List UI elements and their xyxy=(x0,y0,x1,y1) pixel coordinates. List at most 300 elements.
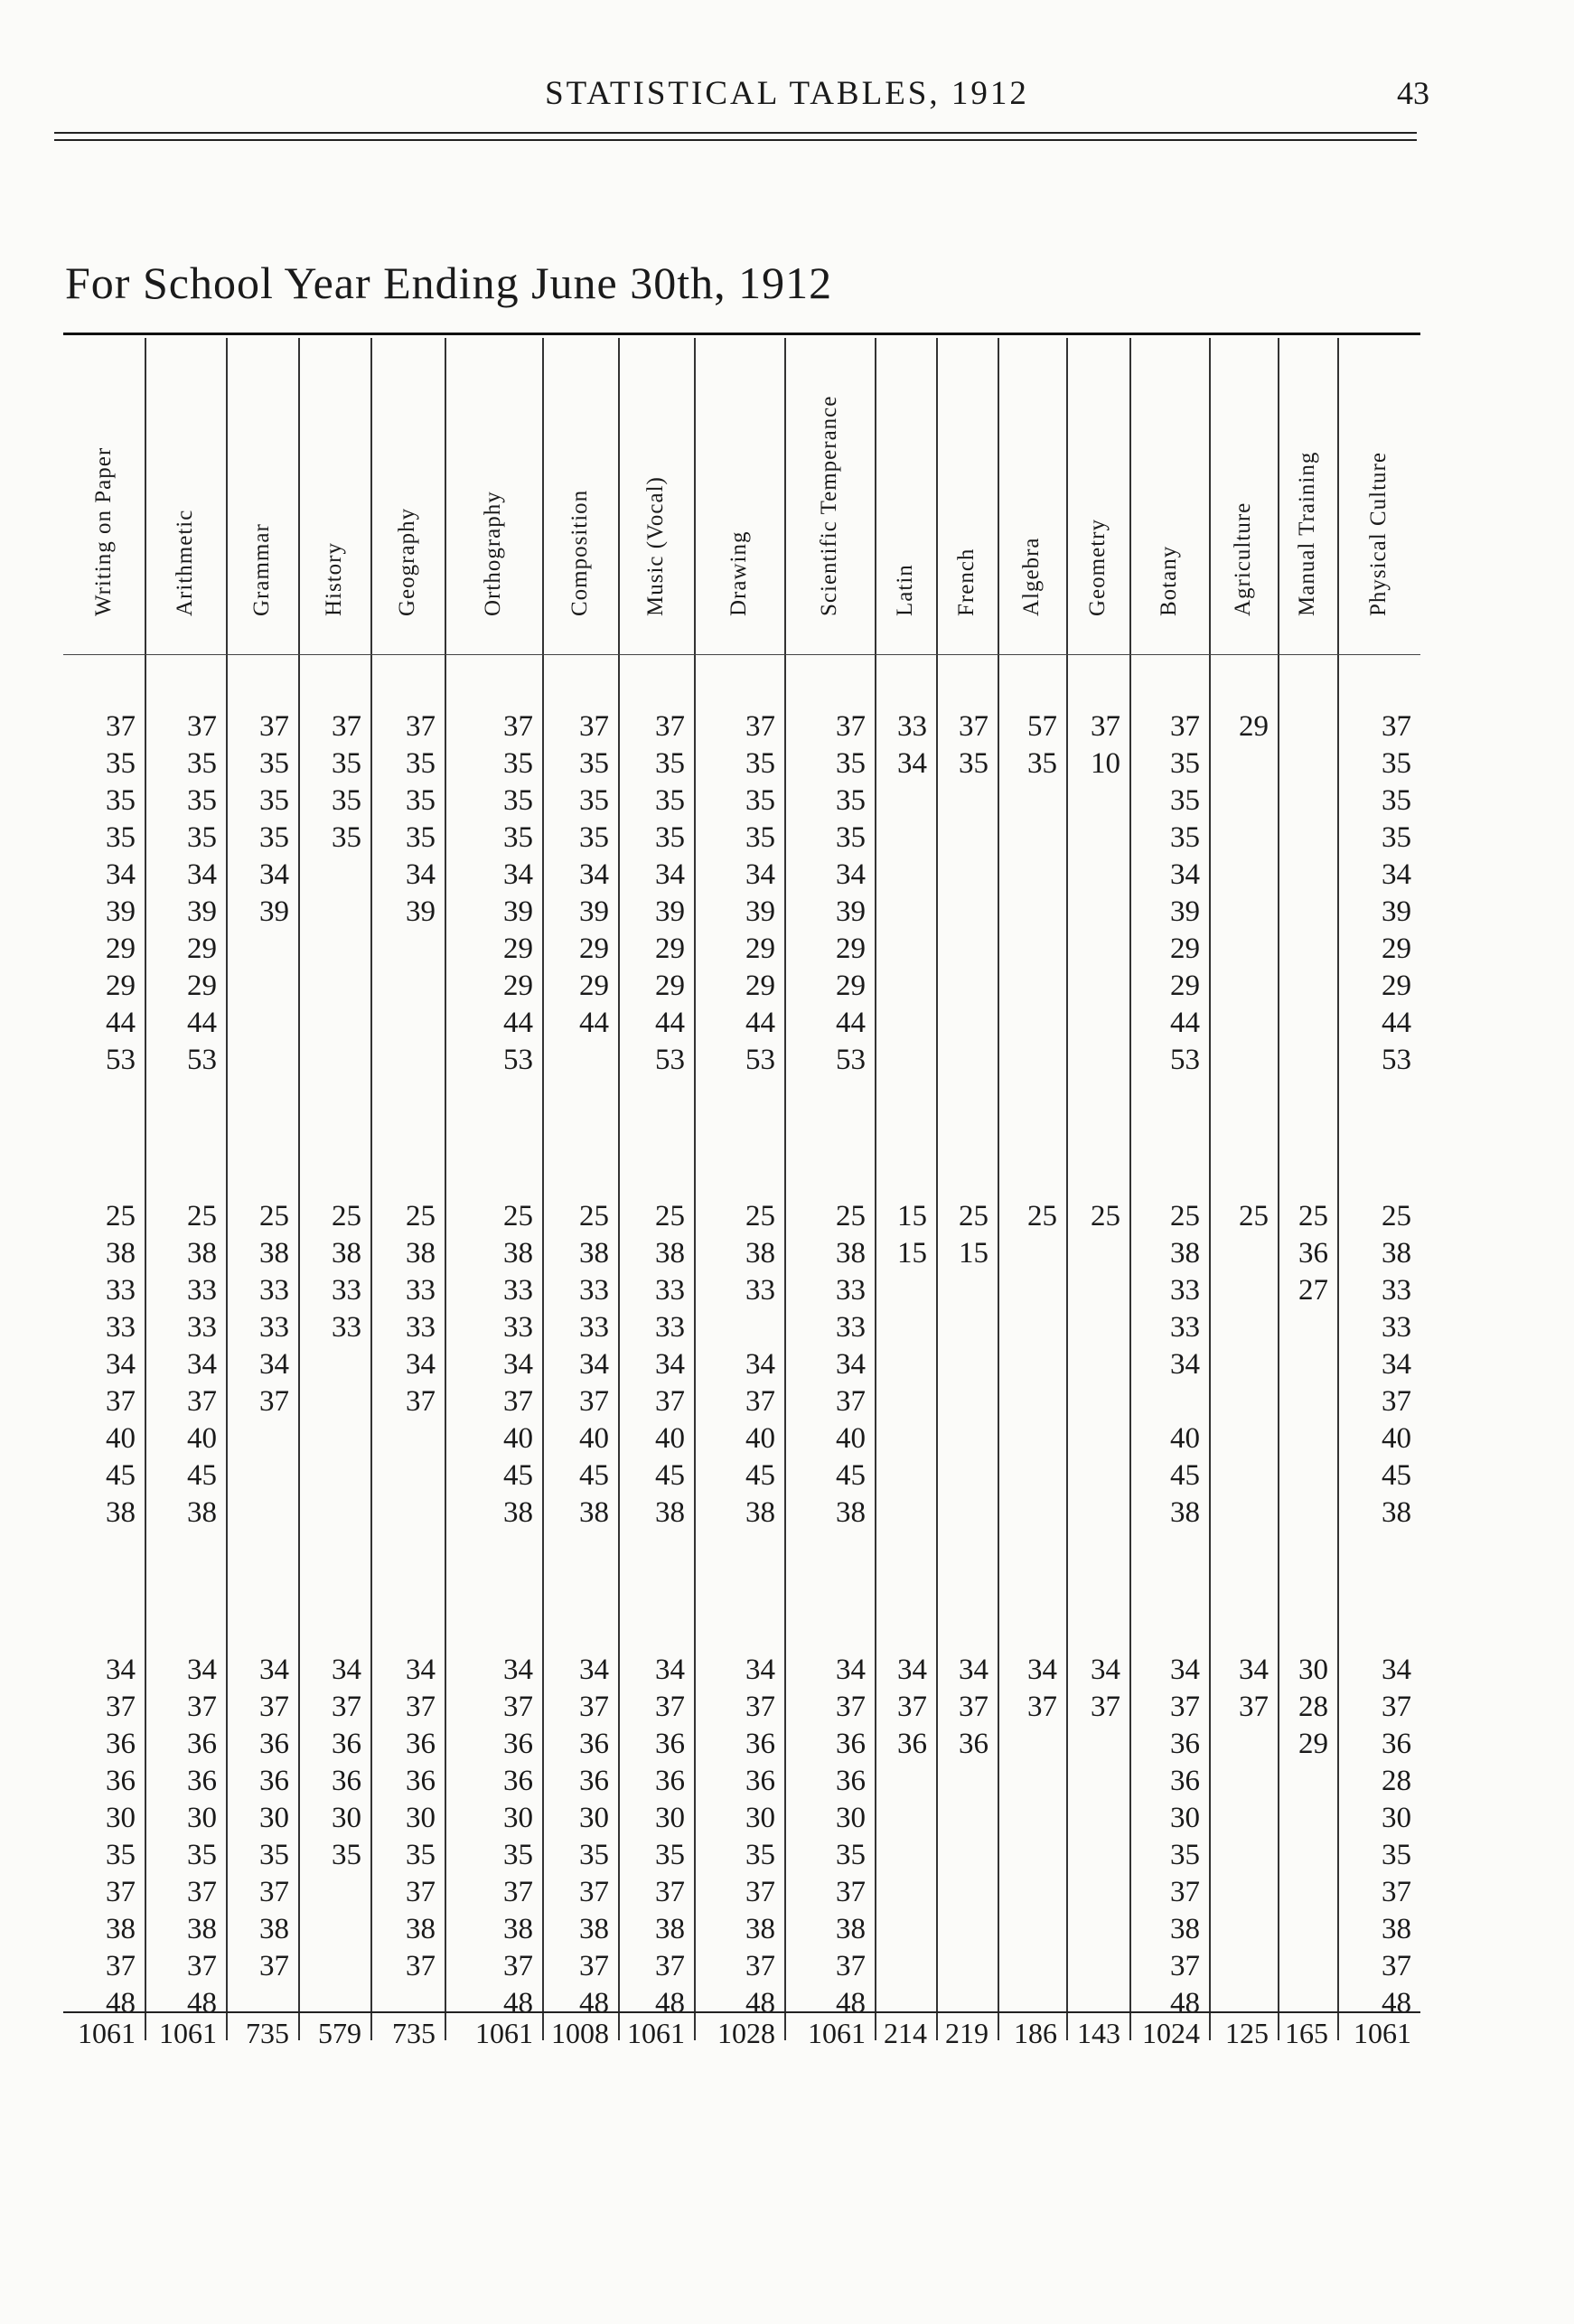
table-cell: 37 xyxy=(655,1385,685,1418)
total-cell: 1061 xyxy=(78,2017,136,2049)
table-cell: 34 xyxy=(836,1348,866,1381)
table-cell: 29 xyxy=(1239,710,1269,743)
table-cell: 34 xyxy=(106,858,136,891)
column-header xyxy=(445,352,542,642)
table-cell: 29 xyxy=(579,932,609,965)
table-cell: 39 xyxy=(259,895,289,928)
table-cell: 39 xyxy=(106,895,136,928)
table-cell: 35 xyxy=(1170,747,1200,780)
table-cell: 35 xyxy=(579,821,609,854)
table-cell: 53 xyxy=(1170,1044,1200,1076)
table-cell: 44 xyxy=(503,1007,533,1039)
running-title: STATISTICAL TABLES, 1912 xyxy=(545,75,1029,112)
table-cell: 34 xyxy=(406,1348,436,1381)
table-cell: 30 xyxy=(503,1802,533,1834)
table-cell: 37 xyxy=(1382,1691,1411,1723)
column-header-label: Grammar xyxy=(249,523,274,616)
table-cell: 33 xyxy=(106,1311,136,1344)
table-cell: 33 xyxy=(187,1311,217,1344)
column-header xyxy=(542,352,618,642)
table-cell: 39 xyxy=(1382,895,1411,928)
table-cell: 29 xyxy=(655,932,685,965)
total-cell: 1061 xyxy=(627,2017,685,2049)
table-cell: 25 xyxy=(655,1200,685,1232)
table-cell: 34 xyxy=(1027,1654,1057,1686)
total-cell: 125 xyxy=(1225,2017,1269,2049)
table-row xyxy=(0,1911,1574,1947)
table-cell: 37 xyxy=(1382,1385,1411,1418)
table-cell: 37 xyxy=(655,1876,685,1908)
header-rule-double xyxy=(54,139,1417,141)
table-cell: 33 xyxy=(259,1311,289,1344)
table-cell: 35 xyxy=(187,747,217,780)
table-cell: 30 xyxy=(655,1802,685,1834)
column-header-label: Algebra xyxy=(1019,537,1044,616)
total-cell: 143 xyxy=(1077,2017,1120,2049)
table-cell: 37 xyxy=(897,1691,927,1723)
table-cell: 25 xyxy=(187,1200,217,1232)
table-row xyxy=(0,1235,1574,1271)
table-cell: 34 xyxy=(106,1348,136,1381)
table-cell: 53 xyxy=(745,1044,775,1076)
table-cell: 33 xyxy=(836,1311,866,1344)
table-cell: 39 xyxy=(503,895,533,928)
column-header xyxy=(1066,352,1129,642)
table-row xyxy=(0,820,1574,856)
table-cell: 45 xyxy=(579,1459,609,1492)
table-cell: 35 xyxy=(1382,747,1411,780)
table-cell: 40 xyxy=(187,1422,217,1455)
table-cell: 36 xyxy=(745,1728,775,1760)
table-cell: 35 xyxy=(503,1839,533,1871)
table-cell: 37 xyxy=(579,710,609,743)
table-cell: 35 xyxy=(579,747,609,780)
table-cell: 28 xyxy=(1382,1765,1411,1797)
table-cell: 30 xyxy=(579,1802,609,1834)
table-cell: 33 xyxy=(579,1274,609,1307)
header-underline xyxy=(63,654,1420,655)
table-cell: 37 xyxy=(106,1385,136,1418)
table-cell: 35 xyxy=(406,1839,436,1871)
column-header-label: Latin xyxy=(893,564,917,616)
table-cell: 39 xyxy=(1170,895,1200,928)
table-row xyxy=(0,1874,1574,1910)
table-cell: 30 xyxy=(1298,1654,1328,1686)
table-cell: 37 xyxy=(1382,710,1411,743)
table-row xyxy=(0,1042,1574,1078)
table-cell: 44 xyxy=(106,1007,136,1039)
table-cell: 35 xyxy=(655,821,685,854)
table-cell: 44 xyxy=(187,1007,217,1039)
table-cell: 35 xyxy=(1170,784,1200,817)
table-cell: 35 xyxy=(1170,821,1200,854)
table-cell: 34 xyxy=(1382,1348,1411,1381)
table-cell: 35 xyxy=(106,747,136,780)
header-rule xyxy=(54,132,1417,134)
table-cell: 29 xyxy=(836,932,866,965)
table-row xyxy=(0,708,1574,745)
table-cell: 37 xyxy=(259,1876,289,1908)
table-cell: 53 xyxy=(1382,1044,1411,1076)
table-cell: 28 xyxy=(1298,1691,1328,1723)
table-cell: 29 xyxy=(655,970,685,1002)
table-row xyxy=(0,1198,1574,1234)
table-cell: 36 xyxy=(503,1765,533,1797)
table-cell: 35 xyxy=(655,747,685,780)
table-cell: 29 xyxy=(1170,970,1200,1002)
table-cell: 35 xyxy=(655,1839,685,1871)
table-cell: 48 xyxy=(187,1987,217,2019)
table-cell: 37 xyxy=(503,1691,533,1723)
table-cell: 37 xyxy=(106,1950,136,1982)
table-cell: 38 xyxy=(579,1496,609,1529)
table-row xyxy=(0,1495,1574,1531)
table-cell: 36 xyxy=(897,1728,927,1760)
table-cell: 36 xyxy=(655,1728,685,1760)
table-cell: 35 xyxy=(259,784,289,817)
column-header xyxy=(1129,352,1209,642)
table-cell: 35 xyxy=(332,1839,361,1871)
table-cell: 36 xyxy=(579,1765,609,1797)
table-cell: 36 xyxy=(187,1728,217,1760)
table-cell: 25 xyxy=(1382,1200,1411,1232)
table-cell: 35 xyxy=(406,784,436,817)
table-cell: 35 xyxy=(503,747,533,780)
table-cell: 53 xyxy=(106,1044,136,1076)
table-cell: 37 xyxy=(187,1876,217,1908)
table-cell: 48 xyxy=(655,1987,685,2019)
table-cell: 29 xyxy=(745,970,775,1002)
table-cell: 30 xyxy=(332,1802,361,1834)
table-cell: 35 xyxy=(187,821,217,854)
table-cell: 37 xyxy=(187,1385,217,1418)
table-cell: 33 xyxy=(1170,1311,1200,1344)
table-cell: 37 xyxy=(503,1385,533,1418)
column-header xyxy=(145,352,226,642)
table-cell: 38 xyxy=(836,1496,866,1529)
table-cell: 36 xyxy=(836,1728,866,1760)
table-cell: 37 xyxy=(1170,1876,1200,1908)
table-cell: 34 xyxy=(406,1654,436,1686)
table-cell: 37 xyxy=(1239,1691,1269,1723)
table-cell: 37 xyxy=(745,1950,775,1982)
table-cell: 34 xyxy=(1382,858,1411,891)
table-cell: 38 xyxy=(1382,1237,1411,1270)
table-row xyxy=(0,1689,1574,1725)
table-cell: 35 xyxy=(406,821,436,854)
table-cell: 35 xyxy=(106,821,136,854)
table-cell: 33 xyxy=(655,1274,685,1307)
table-cell: 37 xyxy=(1382,1950,1411,1982)
table-cell: 36 xyxy=(406,1728,436,1760)
table-cell: 30 xyxy=(259,1802,289,1834)
table-cell: 40 xyxy=(106,1422,136,1455)
table-cell: 36 xyxy=(259,1765,289,1797)
table-cell: 34 xyxy=(332,1654,361,1686)
table-cell: 35 xyxy=(259,821,289,854)
column-header-label: Drawing xyxy=(726,530,751,616)
table-cell: 37 xyxy=(503,1950,533,1982)
table-cell: 34 xyxy=(655,1348,685,1381)
table-cell: 37 xyxy=(406,1950,436,1982)
total-cell: 735 xyxy=(392,2017,436,2049)
table-cell: 37 xyxy=(259,1950,289,1982)
table-cell: 40 xyxy=(1170,1422,1200,1455)
table-cell: 38 xyxy=(187,1237,217,1270)
table-cell: 34 xyxy=(106,1654,136,1686)
table-cell: 25 xyxy=(332,1200,361,1232)
column-header xyxy=(1209,352,1278,642)
table-cell: 38 xyxy=(836,1913,866,1945)
table-cell: 35 xyxy=(579,1839,609,1871)
table-cell: 38 xyxy=(1170,1496,1200,1529)
table-cell: 35 xyxy=(745,821,775,854)
table-cell: 25 xyxy=(503,1200,533,1232)
table-cell: 38 xyxy=(259,1237,289,1270)
table-cell: 57 xyxy=(1027,710,1057,743)
table-cell: 33 xyxy=(406,1274,436,1307)
table-cell: 34 xyxy=(579,1348,609,1381)
table-cell: 25 xyxy=(1027,1200,1057,1232)
table-cell: 37 xyxy=(1091,1691,1120,1723)
column-header-label: French xyxy=(954,548,979,616)
table-cell: 37 xyxy=(745,1876,775,1908)
table-cell: 44 xyxy=(745,1007,775,1039)
total-cell: 219 xyxy=(945,2017,988,2049)
table-cell: 38 xyxy=(259,1913,289,1945)
table-cell: 40 xyxy=(1382,1422,1411,1455)
table-cell: 38 xyxy=(1170,1913,1200,1945)
table-cell: 38 xyxy=(579,1237,609,1270)
table-cell: 37 xyxy=(106,1876,136,1908)
table-cell: 37 xyxy=(836,1691,866,1723)
table-cell: 35 xyxy=(655,784,685,817)
table-cell: 34 xyxy=(836,858,866,891)
table-cell: 45 xyxy=(655,1459,685,1492)
table-cell: 40 xyxy=(836,1422,866,1455)
table-cell: 34 xyxy=(503,1654,533,1686)
table-row xyxy=(0,1837,1574,1873)
table-cell: 15 xyxy=(959,1237,988,1270)
table-cell: 34 xyxy=(897,747,927,780)
table-cell: 35 xyxy=(836,1839,866,1871)
table-cell: 34 xyxy=(1382,1654,1411,1686)
table-cell: 36 xyxy=(503,1728,533,1760)
table-cell: 37 xyxy=(655,1950,685,1982)
table-cell: 37 xyxy=(187,1691,217,1723)
table-cell: 34 xyxy=(745,1348,775,1381)
table-cell: 38 xyxy=(655,1496,685,1529)
table-cell: 29 xyxy=(187,970,217,1002)
table-cell: 35 xyxy=(332,784,361,817)
table-cell: 53 xyxy=(836,1044,866,1076)
total-cell: 1024 xyxy=(1142,2017,1200,2049)
table-cell: 53 xyxy=(655,1044,685,1076)
table-cell: 37 xyxy=(959,1691,988,1723)
table-cell: 44 xyxy=(836,1007,866,1039)
table-top-rule xyxy=(63,333,1420,335)
table-cell: 25 xyxy=(259,1200,289,1232)
table-cell: 25 xyxy=(1298,1200,1328,1232)
table-cell: 37 xyxy=(406,1691,436,1723)
table-cell: 37 xyxy=(503,1876,533,1908)
table-cell: 39 xyxy=(836,895,866,928)
column-header-label: Agriculture xyxy=(1231,501,1255,616)
table-cell: 38 xyxy=(503,1237,533,1270)
table-row xyxy=(0,1652,1574,1688)
table-cell: 29 xyxy=(745,932,775,965)
table-cell: 36 xyxy=(1170,1765,1200,1797)
table-cell: 33 xyxy=(897,710,927,743)
table-cell: 29 xyxy=(503,932,533,965)
table-cell: 35 xyxy=(1382,821,1411,854)
table-cell: 38 xyxy=(655,1237,685,1270)
table-cell: 35 xyxy=(332,821,361,854)
column-header xyxy=(875,352,936,642)
table-row xyxy=(0,1346,1574,1382)
table-cell: 37 xyxy=(745,1385,775,1418)
table-cell: 35 xyxy=(1170,1839,1200,1871)
table-cell: 36 xyxy=(959,1728,988,1760)
table-cell: 40 xyxy=(655,1422,685,1455)
table-cell: 34 xyxy=(1091,1654,1120,1686)
table-cell: 35 xyxy=(503,821,533,854)
table-cell: 25 xyxy=(745,1200,775,1232)
total-cell: 1028 xyxy=(717,2017,775,2049)
table-cell: 25 xyxy=(1239,1200,1269,1232)
table-cell: 37 xyxy=(959,710,988,743)
table-cell: 38 xyxy=(187,1496,217,1529)
table-cell: 35 xyxy=(959,747,988,780)
table-cell: 36 xyxy=(187,1765,217,1797)
table-cell: 38 xyxy=(406,1913,436,1945)
table-cell: 34 xyxy=(503,858,533,891)
table-cell: 33 xyxy=(503,1274,533,1307)
table-cell: 33 xyxy=(259,1274,289,1307)
table-cell: 37 xyxy=(259,710,289,743)
table-cell: 36 xyxy=(106,1765,136,1797)
table-cell: 36 xyxy=(1382,1728,1411,1760)
table-cell: 35 xyxy=(106,1839,136,1871)
table-cell: 37 xyxy=(579,1385,609,1418)
table-cell: 29 xyxy=(187,932,217,965)
table-cell: 35 xyxy=(259,747,289,780)
table-cell: 35 xyxy=(1382,784,1411,817)
table-cell: 35 xyxy=(406,747,436,780)
table-row xyxy=(0,1309,1574,1345)
total-cell: 214 xyxy=(884,2017,927,2049)
table-cell: 38 xyxy=(187,1913,217,1945)
table-cell: 35 xyxy=(745,747,775,780)
table-cell: 36 xyxy=(332,1765,361,1797)
table-cell: 33 xyxy=(187,1274,217,1307)
total-cell: 1061 xyxy=(1354,2017,1411,2049)
table-cell: 37 xyxy=(1170,1950,1200,1982)
table-cell: 34 xyxy=(406,858,436,891)
table-cell: 36 xyxy=(406,1765,436,1797)
table-row xyxy=(0,931,1574,967)
table-cell: 38 xyxy=(655,1913,685,1945)
column-header xyxy=(998,352,1066,642)
table-cell: 38 xyxy=(579,1913,609,1945)
table-cell: 37 xyxy=(836,1950,866,1982)
table-cell: 37 xyxy=(106,710,136,743)
column-header xyxy=(298,352,370,642)
table-cell: 36 xyxy=(106,1728,136,1760)
table-cell: 37 xyxy=(1170,1691,1200,1723)
table-cell: 33 xyxy=(332,1274,361,1307)
table-cell: 48 xyxy=(745,1987,775,2019)
total-cell: 579 xyxy=(318,2017,361,2049)
table-cell: 36 xyxy=(332,1728,361,1760)
table-cell: 33 xyxy=(406,1311,436,1344)
table-cell: 35 xyxy=(836,784,866,817)
table-cell: 35 xyxy=(332,747,361,780)
table-cell: 33 xyxy=(836,1274,866,1307)
table-cell: 44 xyxy=(579,1007,609,1039)
table-cell: 33 xyxy=(1382,1274,1411,1307)
table-cell: 33 xyxy=(332,1311,361,1344)
table-cell: 10 xyxy=(1091,747,1120,780)
table-row xyxy=(0,1800,1574,1836)
table-cell: 38 xyxy=(106,1913,136,1945)
table-cell: 33 xyxy=(503,1311,533,1344)
totals-row xyxy=(0,2015,1574,2055)
table-cell: 38 xyxy=(745,1496,775,1529)
table-cell: 40 xyxy=(745,1422,775,1455)
table-cell: 35 xyxy=(503,784,533,817)
column-header xyxy=(1278,352,1337,642)
table-cell: 34 xyxy=(959,1654,988,1686)
table-cell: 33 xyxy=(745,1274,775,1307)
table-cell: 34 xyxy=(579,858,609,891)
table-cell: 39 xyxy=(187,895,217,928)
column-header xyxy=(694,352,784,642)
table-cell: 35 xyxy=(579,784,609,817)
table-cell: 15 xyxy=(897,1237,927,1270)
table-cell: 45 xyxy=(1170,1459,1200,1492)
table-row xyxy=(0,1005,1574,1041)
table-cell: 34 xyxy=(259,1654,289,1686)
table-cell: 44 xyxy=(1170,1007,1200,1039)
table-cell: 27 xyxy=(1298,1274,1328,1307)
table-cell: 37 xyxy=(503,710,533,743)
table-cell: 39 xyxy=(406,895,436,928)
table-cell: 44 xyxy=(1382,1007,1411,1039)
table-cell: 30 xyxy=(106,1802,136,1834)
table-cell: 37 xyxy=(579,1876,609,1908)
table-cell: 37 xyxy=(332,1691,361,1723)
table-cell: 30 xyxy=(1382,1802,1411,1834)
table-cell: 33 xyxy=(579,1311,609,1344)
table-cell: 35 xyxy=(106,784,136,817)
table-cell: 36 xyxy=(1298,1237,1328,1270)
table-cell: 40 xyxy=(503,1422,533,1455)
table-cell: 48 xyxy=(1382,1987,1411,2019)
table-cell: 38 xyxy=(503,1913,533,1945)
column-header-label: Physical Culture xyxy=(1366,452,1391,616)
table-row xyxy=(0,1272,1574,1308)
column-header xyxy=(226,352,298,642)
table-cell: 45 xyxy=(1382,1459,1411,1492)
table-cell: 38 xyxy=(332,1237,361,1270)
table-cell: 34 xyxy=(655,858,685,891)
table-cell: 34 xyxy=(187,858,217,891)
table-cell: 30 xyxy=(187,1802,217,1834)
table-cell: 34 xyxy=(503,1348,533,1381)
table-row xyxy=(0,782,1574,819)
column-header xyxy=(936,352,998,642)
